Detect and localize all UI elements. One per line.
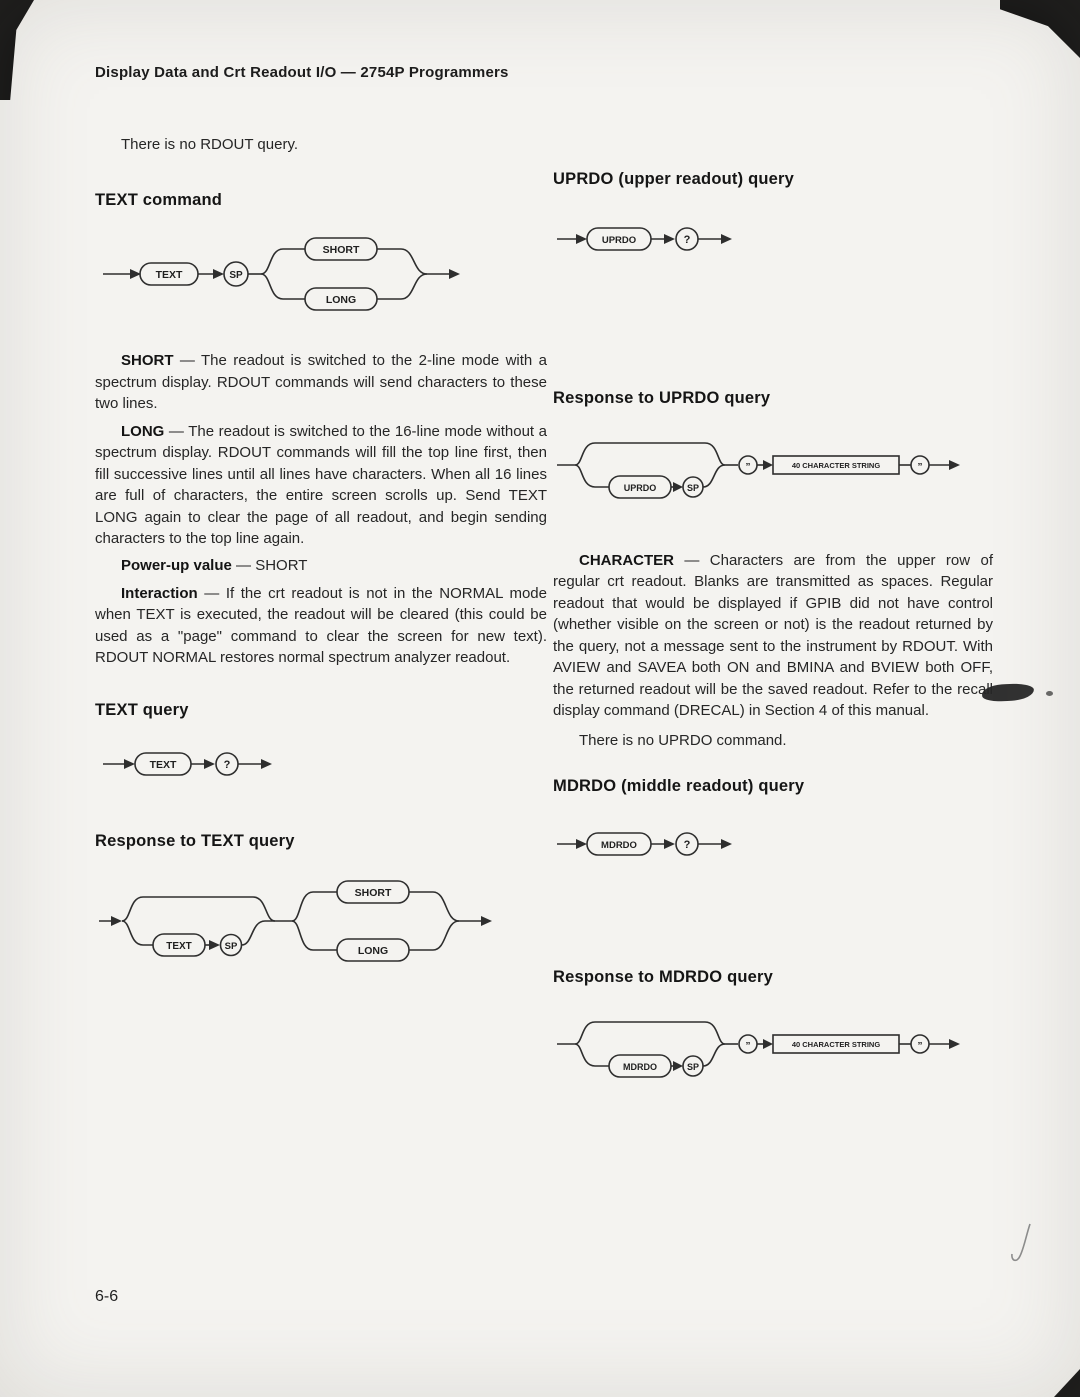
- long-paragraph: [95, 421, 547, 550]
- powerup-value: — SHORT: [231, 557, 308, 575]
- short-term: SHORT: [121, 352, 174, 370]
- svg-text:TEXT: TEXT: [149, 758, 177, 771]
- no-rdout-query-note: There is no RDOUT query.: [121, 136, 299, 153]
- rr-node-uprdo: [587, 228, 651, 250]
- long-definition: — The readout is switched to the 16-line mode without a spectrum display. RDOUT commands will fill the top line first, then fill successive lines until all lines have characters. When all 16 lines are full of characters, the entire screen scrolls up. Send TEXT LONG again to clear the page of all readout, and begin sending characters to the top line again.: [95, 422, 547, 547]
- rr-node-question: [216, 753, 238, 775]
- scan-artifact-top-right: [1000, 0, 1080, 58]
- rr-node-text: [135, 753, 191, 775]
- svg-text:”: ”: [745, 1040, 751, 1052]
- rr-connector-arrow: [205, 940, 220, 950]
- response-text-diagram: [95, 863, 505, 975]
- left-column: [95, 0, 547, 975]
- svg-text:UPRDO: UPRDO: [601, 235, 637, 246]
- scan-artifact-pen-mark: [1008, 1222, 1036, 1266]
- rr-node-uprdo: [609, 476, 671, 498]
- rr-connector-arrow: [671, 1061, 683, 1071]
- rr-exit-arrow: [377, 249, 460, 299]
- rr-connector-arrow: [671, 482, 683, 492]
- rr-node-mdrdo: [587, 833, 651, 855]
- text-command-heading: TEXT command: [95, 191, 223, 210]
- rr-node-sp: [224, 262, 248, 286]
- rr-node-question: [676, 228, 698, 250]
- rr-connector-arrow: [651, 234, 675, 244]
- response-text-heading: Response to TEXT query: [95, 831, 295, 850]
- rr-node-char-string: [757, 456, 899, 474]
- svg-text:MDRDO: MDRDO: [601, 839, 637, 851]
- response-uprdo-heading: Response to UPRDO query: [553, 389, 771, 407]
- powerup-term: Power-up value: [121, 557, 232, 575]
- scan-artifact-bottom-right: [1054, 1369, 1080, 1397]
- svg-text:SP: SP: [686, 1061, 700, 1072]
- rr-connector-arrow: [198, 269, 224, 279]
- character-term: CHARACTER: [579, 552, 674, 569]
- rr-node-sp: [683, 465, 725, 497]
- scan-artifact-ink-dot: [1046, 691, 1053, 696]
- uprdo-query-heading: UPRDO (upper readout) query: [553, 170, 795, 188]
- response-mdrdo-diagram: [553, 1009, 965, 1079]
- svg-text:40 CHARACTER STRING: 40 CHARACTER STRING: [791, 1039, 881, 1049]
- svg-text:LONG: LONG: [357, 944, 389, 957]
- character-paragraph: [553, 550, 993, 722]
- rr-entry-arrow: [103, 759, 135, 769]
- text-query-heading: TEXT query: [95, 700, 189, 719]
- rr-exit-arrow: [929, 1039, 960, 1049]
- rr-entry-arrow: [103, 269, 141, 279]
- text-query-diagram: [99, 742, 299, 786]
- text-command-diagram: [99, 222, 469, 326]
- rr-entry-arrow: [557, 839, 587, 849]
- svg-text:”: ”: [917, 1040, 923, 1052]
- svg-text:MDRDO: MDRDO: [623, 1061, 657, 1072]
- rr-exit-arrow: [698, 234, 732, 244]
- rr-node-short: [305, 238, 377, 260]
- scan-artifact-top-left: [0, 0, 34, 100]
- rr-entry-arrow: [557, 234, 587, 244]
- svg-text:SHORT: SHORT: [354, 886, 392, 899]
- no-uprdo-command-note: There is no UPRDO command.: [579, 731, 787, 749]
- response-uprdo-diagram: [553, 430, 965, 500]
- svg-text:”: ”: [745, 462, 751, 473]
- rr-exit-arrow: [409, 892, 492, 950]
- mdrdo-query-heading: MDRDO (middle readout) query: [553, 776, 805, 795]
- rr-node-close-quote: [899, 456, 929, 474]
- mdrdo-query-diagram: [553, 822, 763, 866]
- rr-branch-lines: [248, 249, 305, 299]
- rr-node-long: [305, 288, 377, 310]
- character-definition: — Characters are from the upper row of regular crt readout. Blanks are transmitted as spaces. Regular readout that would be displayed if GPIB did not have control (whether visible on the screen or not) is the readout returned by the query, not a message sent to the instrument by RDOUT. With AVIEW and SAVEA both ON and BMINA and BVIEW both OFF, the returned readout will be the saved readout. Refer to the recall display command (DRECAL) in Section 4 of this manual.: [553, 552, 993, 720]
- svg-text:SHORT: SHORT: [322, 244, 360, 257]
- interaction-term: Interaction: [121, 584, 198, 602]
- svg-text:SP: SP: [224, 940, 238, 952]
- rr-node-text: [140, 263, 198, 285]
- interaction-paragraph: [95, 583, 547, 669]
- rr-node-long: [337, 939, 409, 961]
- rr-node-mdrdo: [609, 1055, 671, 1077]
- svg-text:LONG: LONG: [325, 294, 357, 307]
- svg-text:?: ?: [683, 838, 691, 851]
- rr-node-sp: [221, 921, 276, 956]
- svg-text:?: ?: [223, 758, 231, 771]
- rr-node-sp: [683, 1044, 725, 1076]
- svg-text:SP: SP: [686, 483, 700, 493]
- rr-exit-arrow: [238, 759, 272, 769]
- rr-node-char-string: [757, 1035, 899, 1053]
- rr-node-question: [676, 833, 698, 855]
- uprdo-query-diagram: [553, 217, 763, 261]
- svg-text:TEXT: TEXT: [155, 269, 183, 282]
- rr-node-open-quote: [725, 1035, 757, 1053]
- rr-connector-arrow: [191, 759, 215, 769]
- long-term: LONG: [121, 422, 165, 440]
- interaction-definition: — If the crt readout is not in the NORMAL mode when TEXT is executed, the readout will be cleared (this could be used as a "page" command to clear the screen for new text). RDOUT NORMAL restores normal spectrum analyzer readout.: [95, 584, 547, 667]
- page-header: Display Data and Crt Readout I/O — 2754P Programmers: [95, 64, 509, 81]
- rr-exit-arrow: [929, 460, 960, 470]
- rr-optional-bypass: [122, 897, 275, 945]
- svg-text:UPRDO: UPRDO: [623, 483, 657, 493]
- rr-entry-arrow: [99, 916, 122, 926]
- rr-node-short: [337, 881, 409, 903]
- rr-branch-lines: [275, 892, 337, 950]
- svg-text:TEXT: TEXT: [166, 940, 192, 952]
- short-definition: — The readout is switched to the 2-line mode with a spectrum display. RDOUT commands will send characters to these two lines.: [95, 352, 547, 413]
- svg-text:?: ?: [683, 234, 691, 246]
- rr-exit-arrow: [698, 839, 732, 849]
- right-column: [553, 0, 993, 1079]
- response-mdrdo-heading: Response to MDRDO query: [553, 967, 774, 986]
- rr-node-text: [153, 934, 205, 956]
- rr-node-open-quote: [725, 456, 757, 474]
- svg-text:40 CHARACTER STRING: 40 CHARACTER STRING: [791, 461, 881, 470]
- rr-connector-arrow: [651, 839, 675, 849]
- rr-node-close-quote: [899, 1035, 929, 1053]
- short-paragraph: [95, 350, 547, 414]
- page-number: 6-6: [95, 1288, 119, 1305]
- svg-text:”: ”: [917, 462, 923, 473]
- svg-text:SP: SP: [229, 270, 243, 282]
- powerup-value-line: [95, 555, 547, 576]
